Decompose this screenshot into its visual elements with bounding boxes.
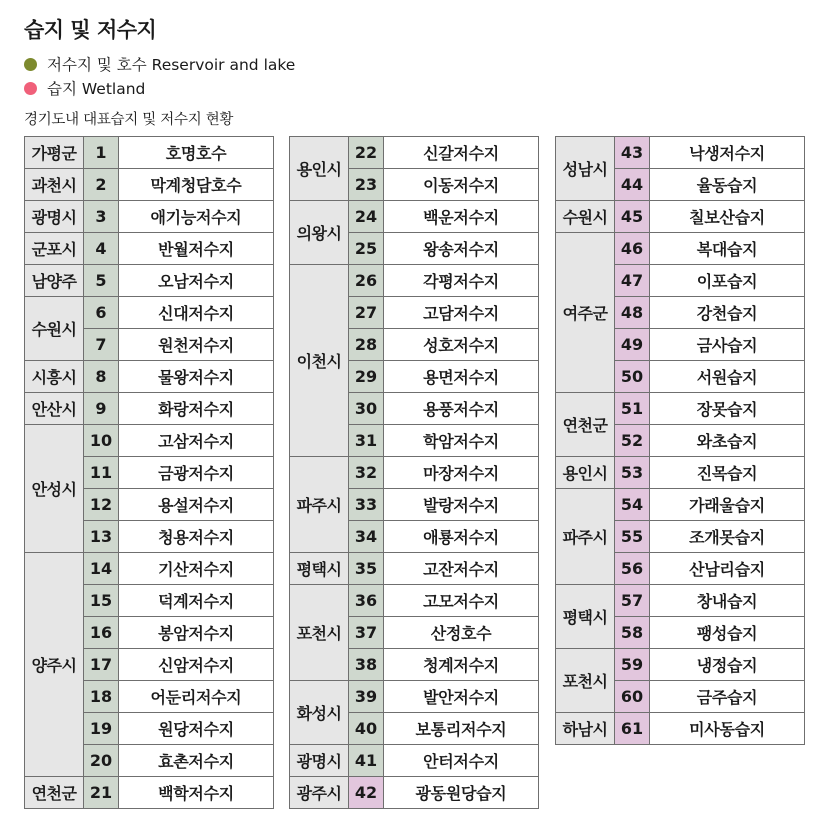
number-cell: 41: [349, 745, 384, 777]
name-cell: 장못습지: [650, 393, 805, 425]
region-cell: 안성시: [25, 425, 84, 553]
name-cell: 이동저수지: [384, 169, 539, 201]
name-cell: 왕송저수지: [384, 233, 539, 265]
table-row: [556, 713, 805, 745]
number-cell: 37: [349, 617, 384, 649]
number-cell: 40: [349, 713, 384, 745]
name-cell: 가래울습지: [650, 489, 805, 521]
table-row: [25, 393, 274, 425]
table-row: [556, 137, 805, 169]
name-cell: 봉암저수지: [119, 617, 274, 649]
name-cell: 원천저수지: [119, 329, 274, 361]
table-subtitle: 경기도내 대표습지 및 저수지 현황: [24, 112, 234, 128]
number-cell: 23: [349, 169, 384, 201]
table-row: [556, 649, 805, 681]
name-cell: 광동원당습지: [384, 777, 539, 809]
name-cell: 칠보산습지: [650, 201, 805, 233]
region-cell: 광명시: [290, 745, 349, 777]
region-cell: 평택시: [290, 553, 349, 585]
number-cell: 12: [84, 489, 119, 521]
region-cell: 파주시: [290, 457, 349, 553]
region-cell: 가평군: [25, 137, 84, 169]
name-cell: 산남리습지: [650, 553, 805, 585]
table-row: [25, 361, 274, 393]
region-cell: 포천시: [556, 649, 615, 713]
name-cell: 낙생저수지: [650, 137, 805, 169]
name-cell: 학암저수지: [384, 425, 539, 457]
number-cell: 2: [84, 169, 119, 201]
name-cell: 백운저수지: [384, 201, 539, 233]
name-cell: 애기능저수지: [119, 201, 274, 233]
number-cell: 14: [84, 553, 119, 585]
region-cell: 의왕시: [290, 201, 349, 265]
name-cell: 신갈저수지: [384, 137, 539, 169]
table-row: [25, 777, 274, 809]
name-cell: 덕계저수지: [119, 585, 274, 617]
name-cell: 물왕저수지: [119, 361, 274, 393]
name-cell: 안터저수지: [384, 745, 539, 777]
number-cell: 18: [84, 681, 119, 713]
wetland-reservoir-table-2: [289, 136, 539, 809]
legend-dot-icon: [24, 58, 37, 71]
table-row: [290, 681, 539, 713]
number-cell: 16: [84, 617, 119, 649]
number-cell: 11: [84, 457, 119, 489]
number-cell: 7: [84, 329, 119, 361]
name-cell: 발안저수지: [384, 681, 539, 713]
region-cell: 과천시: [25, 169, 84, 201]
region-cell: 포천시: [290, 585, 349, 681]
table-row: [556, 201, 805, 233]
number-cell: 58: [615, 617, 650, 649]
number-cell: 22: [349, 137, 384, 169]
name-cell: 보통리저수지: [384, 713, 539, 745]
table-row: [25, 201, 274, 233]
table-row: [556, 457, 805, 489]
region-cell: 화성시: [290, 681, 349, 745]
legend-item-reservoir: [24, 53, 295, 75]
name-cell: 금주습지: [650, 681, 805, 713]
region-cell: 안산시: [25, 393, 84, 425]
name-cell: 산정호수: [384, 617, 539, 649]
number-cell: 17: [84, 649, 119, 681]
number-cell: 30: [349, 393, 384, 425]
table-row: [290, 777, 539, 809]
name-cell: 반월저수지: [119, 233, 274, 265]
name-cell: 고잔저수지: [384, 553, 539, 585]
region-cell: 용인시: [290, 137, 349, 201]
number-cell: 20: [84, 745, 119, 777]
name-cell: 팽성습지: [650, 617, 805, 649]
number-cell: 9: [84, 393, 119, 425]
number-cell: 55: [615, 521, 650, 553]
name-cell: 청계저수지: [384, 649, 539, 681]
number-cell: 15: [84, 585, 119, 617]
name-cell: 조개못습지: [650, 521, 805, 553]
region-cell: 여주군: [556, 233, 615, 393]
table-row: [25, 297, 274, 329]
number-cell: 33: [349, 489, 384, 521]
name-cell: 고삼저수지: [119, 425, 274, 457]
region-cell: 연천군: [556, 393, 615, 457]
table-row: [290, 265, 539, 297]
number-cell: 42: [349, 777, 384, 809]
table-row: [25, 265, 274, 297]
name-cell: 용풍저수지: [384, 393, 539, 425]
number-cell: 26: [349, 265, 384, 297]
table-row: [290, 137, 539, 169]
table-row: [25, 169, 274, 201]
table-row: [556, 489, 805, 521]
number-cell: 48: [615, 297, 650, 329]
region-cell: 군포시: [25, 233, 84, 265]
region-cell: 광명시: [25, 201, 84, 233]
table-row: [290, 553, 539, 585]
number-cell: 29: [349, 361, 384, 393]
legend-label: 습지 Wetland: [47, 80, 146, 98]
number-cell: 4: [84, 233, 119, 265]
region-cell: 성남시: [556, 137, 615, 201]
number-cell: 57: [615, 585, 650, 617]
table-row: [556, 393, 805, 425]
name-cell: 백학저수지: [119, 777, 274, 809]
wetland-reservoir-table-3: [555, 136, 805, 745]
number-cell: 39: [349, 681, 384, 713]
number-cell: 35: [349, 553, 384, 585]
region-cell: 시흥시: [25, 361, 84, 393]
legend-dot-icon: [24, 82, 37, 95]
name-cell: 화랑저수지: [119, 393, 274, 425]
number-cell: 53: [615, 457, 650, 489]
number-cell: 21: [84, 777, 119, 809]
number-cell: 61: [615, 713, 650, 745]
name-cell: 신대저수지: [119, 297, 274, 329]
number-cell: 8: [84, 361, 119, 393]
region-cell: 하남시: [556, 713, 615, 745]
name-cell: 성호저수지: [384, 329, 539, 361]
region-cell: 연천군: [25, 777, 84, 809]
region-cell: 양주시: [25, 553, 84, 777]
number-cell: 54: [615, 489, 650, 521]
number-cell: 50: [615, 361, 650, 393]
name-cell: 신암저수지: [119, 649, 274, 681]
legend-item-wetland: [24, 77, 145, 99]
table-row: [25, 137, 274, 169]
name-cell: 기산저수지: [119, 553, 274, 585]
name-cell: 애룡저수지: [384, 521, 539, 553]
name-cell: 금광저수지: [119, 457, 274, 489]
number-cell: 13: [84, 521, 119, 553]
number-cell: 49: [615, 329, 650, 361]
name-cell: 청용저수지: [119, 521, 274, 553]
name-cell: 호명호수: [119, 137, 274, 169]
region-cell: 수원시: [25, 297, 84, 361]
table-row: [556, 233, 805, 265]
name-cell: 어둔리저수지: [119, 681, 274, 713]
number-cell: 36: [349, 585, 384, 617]
number-cell: 27: [349, 297, 384, 329]
number-cell: 28: [349, 329, 384, 361]
number-cell: 6: [84, 297, 119, 329]
number-cell: 19: [84, 713, 119, 745]
number-cell: 3: [84, 201, 119, 233]
number-cell: 1: [84, 137, 119, 169]
name-cell: 서원습지: [650, 361, 805, 393]
name-cell: 냉정습지: [650, 649, 805, 681]
table-row: [25, 553, 274, 585]
number-cell: 47: [615, 265, 650, 297]
region-cell: 파주시: [556, 489, 615, 585]
name-cell: 복대습지: [650, 233, 805, 265]
name-cell: 이포습지: [650, 265, 805, 297]
region-cell: 용인시: [556, 457, 615, 489]
table-row: [556, 585, 805, 617]
page-title: 습지 및 저수지: [24, 18, 157, 42]
table-row: [25, 233, 274, 265]
table-row: [290, 201, 539, 233]
name-cell: 강천습지: [650, 297, 805, 329]
number-cell: 31: [349, 425, 384, 457]
name-cell: 원당저수지: [119, 713, 274, 745]
region-cell: 이천시: [290, 265, 349, 457]
name-cell: 창내습지: [650, 585, 805, 617]
number-cell: 25: [349, 233, 384, 265]
table-row: [290, 585, 539, 617]
name-cell: 용설저수지: [119, 489, 274, 521]
name-cell: 용면저수지: [384, 361, 539, 393]
table-row: [290, 745, 539, 777]
number-cell: 32: [349, 457, 384, 489]
region-cell: 평택시: [556, 585, 615, 649]
legend-label: 저수지 및 호수 Reservoir and lake: [47, 56, 296, 74]
number-cell: 43: [615, 137, 650, 169]
name-cell: 금사습지: [650, 329, 805, 361]
number-cell: 5: [84, 265, 119, 297]
name-cell: 고모저수지: [384, 585, 539, 617]
name-cell: 마장저수지: [384, 457, 539, 489]
name-cell: 와초습지: [650, 425, 805, 457]
name-cell: 율동습지: [650, 169, 805, 201]
wetland-reservoir-table-1: [24, 136, 274, 809]
number-cell: 56: [615, 553, 650, 585]
name-cell: 진목습지: [650, 457, 805, 489]
number-cell: 34: [349, 521, 384, 553]
name-cell: 각평저수지: [384, 265, 539, 297]
table-row: [25, 425, 274, 457]
number-cell: 45: [615, 201, 650, 233]
number-cell: 46: [615, 233, 650, 265]
number-cell: 59: [615, 649, 650, 681]
name-cell: 막계청담호수: [119, 169, 274, 201]
number-cell: 44: [615, 169, 650, 201]
region-cell: 남양주: [25, 265, 84, 297]
name-cell: 발랑저수지: [384, 489, 539, 521]
number-cell: 24: [349, 201, 384, 233]
region-cell: 수원시: [556, 201, 615, 233]
number-cell: 60: [615, 681, 650, 713]
number-cell: 51: [615, 393, 650, 425]
name-cell: 미사동습지: [650, 713, 805, 745]
region-cell: 광주시: [290, 777, 349, 809]
name-cell: 오남저수지: [119, 265, 274, 297]
name-cell: 효촌저수지: [119, 745, 274, 777]
name-cell: 고담저수지: [384, 297, 539, 329]
number-cell: 38: [349, 649, 384, 681]
table-row: [290, 457, 539, 489]
number-cell: 10: [84, 425, 119, 457]
number-cell: 52: [615, 425, 650, 457]
